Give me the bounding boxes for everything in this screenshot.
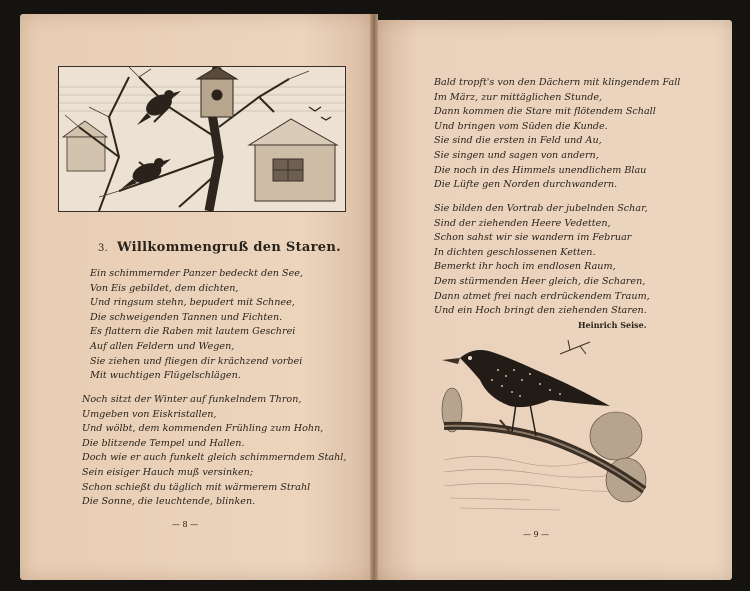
verse-line: Und ein Hoch bringt den ziehenden Staren.: [434, 305, 647, 317]
author-signature: Heinrich Seise.: [578, 320, 647, 330]
verse-line: Umgeben von Eiskristallen,: [82, 408, 217, 420]
verse-line: Auf allen Feldern und Wegen,: [90, 340, 235, 352]
verse-line: Sie bilden den Vortrab der jubelnden Schar,: [434, 203, 648, 214]
stanza-4: [434, 202, 650, 319]
starlings-in-tree-illustration: [58, 66, 346, 212]
verse-line: Dann atmet frei nach erdrückendem Traum,: [434, 290, 650, 302]
verse-line: Noch sitzt der Winter auf funkelndem Thron,: [82, 394, 302, 405]
verse-line: Und bringen vom Süden die Kunde.: [434, 120, 608, 132]
verse-line: Im März, zur mittäglichen Stunde,: [434, 91, 603, 103]
verse-line: Und ringsum stehn, bepudert mit Schnee,: [90, 297, 295, 309]
verse-line: Schon schießt du täglich mit wärmerem Strahl: [82, 481, 311, 493]
verse-line: Doch wie er auch funkelt gleich schimmerndem Stahl,: [82, 452, 347, 464]
verse-line: Bald tropft's von den Dächern mit klingendem Fall: [434, 77, 681, 88]
verse-line: Die Lüfte gen Norden durchwandern.: [434, 179, 618, 191]
verse-line: Sein eisiger Hauch muß versinken;: [82, 466, 254, 478]
verse-line: Schon sahst wir sie wandern im Februar: [434, 232, 632, 244]
poem-title-text: Willkommengruß den Staren.: [116, 240, 341, 255]
stanza-2: [82, 393, 346, 510]
verse-line: Mit wuchtigen Flügelschlägen.: [90, 370, 241, 382]
verse-line: Dem stürmenden Heer gleich, die Scharen,: [434, 275, 646, 287]
starling-on-branch-illustration: [440, 340, 648, 520]
verse-line: Sie singen und sagen von andern,: [434, 149, 599, 161]
verse-line: Ein schimmernder Panzer bedeckt den See,: [90, 268, 303, 279]
verse-line: Die noch in des Himmels unendlichem Blau: [434, 164, 647, 176]
verse-line: Es flattern die Raben mit lautem Geschrei: [90, 326, 296, 338]
verse-line: Und wölbt, dem kommenden Frühling zum Hohn,: [82, 423, 324, 435]
page-number-right: — 9 —: [523, 530, 550, 539]
book-gutter: [370, 14, 378, 580]
verse-line: Dann kommen die Stare mit flötendem Schall: [434, 106, 656, 118]
poem-number: 3.: [98, 243, 109, 254]
verse-line: In dichten geschlossenen Ketten.: [434, 246, 596, 258]
verse-line: Die Sonne, die leuchtende, blinken.: [82, 496, 256, 508]
verse-line: Sind der ziehenden Heere Vedetten,: [434, 217, 611, 229]
page-number-left: — 8 —: [172, 520, 199, 529]
verse-line: Die schweigenden Tannen und Fichten.: [90, 311, 283, 323]
stanza-3: [434, 76, 680, 193]
verse-line: Sie ziehen und fliegen dir krächzend vorbei: [90, 355, 303, 367]
poem-title: [98, 240, 358, 255]
verse-line: Die blitzende Tempel und Hallen.: [82, 437, 245, 449]
verse-line: Von Eis gebildet, dem dichten,: [90, 282, 239, 294]
verse-line: Sie sind die ersten in Feld und Au,: [434, 135, 602, 147]
stanza-1: [90, 267, 303, 384]
verse-line: Bemerkt ihr hoch im endlosen Raum,: [434, 261, 616, 273]
